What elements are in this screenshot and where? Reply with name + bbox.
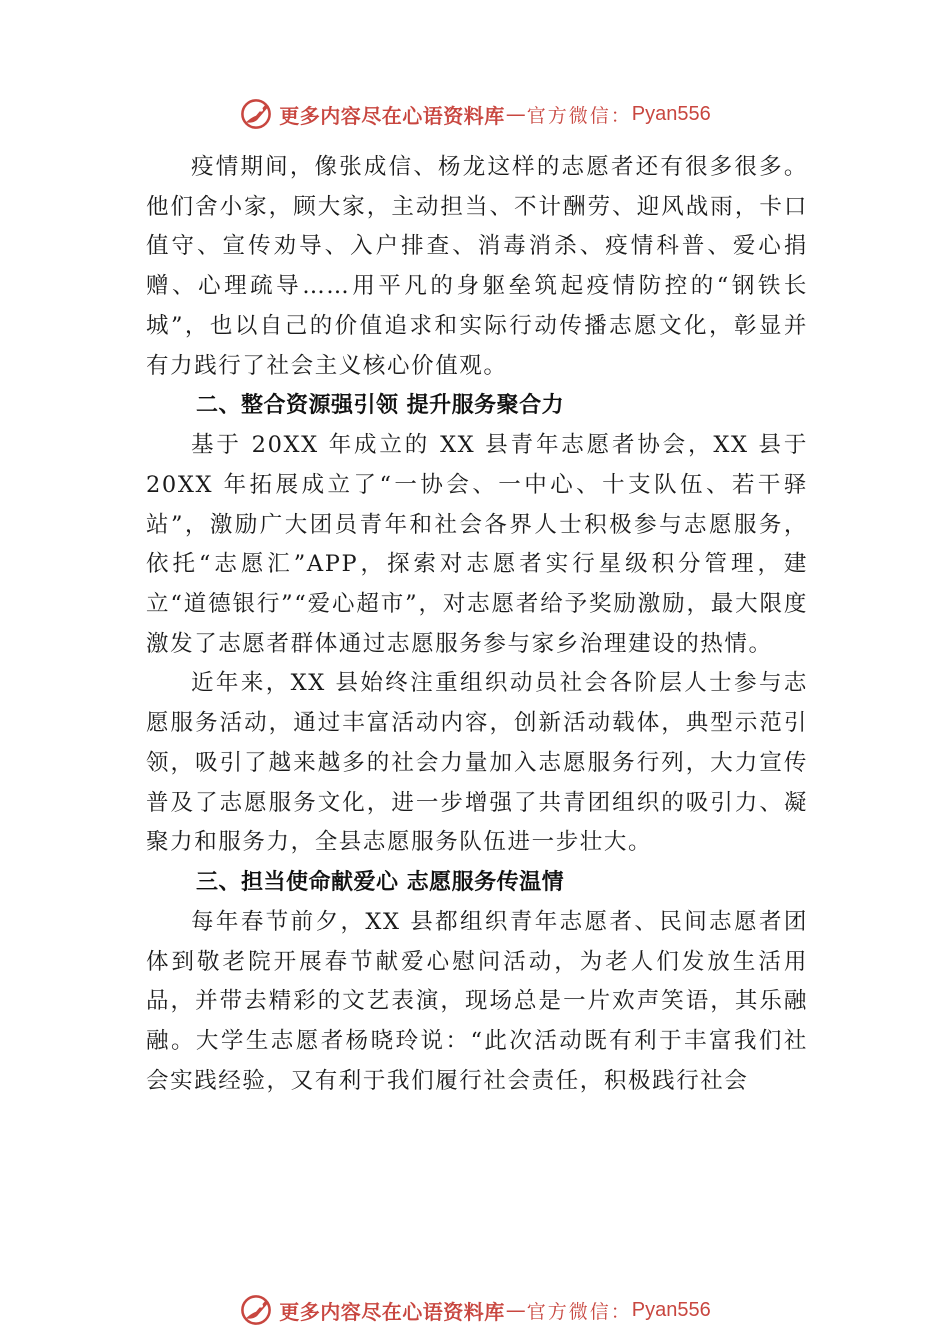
banner-wechat-label: 官方微信： (526, 104, 632, 127)
banner-wechat-id: Pyan556 (631, 1298, 711, 1321)
banner-library-text: 更多内容尽在心语资料库 (279, 103, 505, 128)
brush-pen-logo-icon (239, 97, 273, 131)
header-banner (0, 94, 950, 134)
section-heading-3: 三、担当使命献爱心 志愿服务传温情 (196, 869, 565, 895)
document-body (146, 148, 808, 1101)
banner-wechat-id: Pyan556 (631, 102, 711, 125)
brush-pen-logo-icon (239, 1293, 273, 1327)
banner-library-text: 更多内容尽在心语资料库 (279, 1299, 505, 1324)
banner-dash: — (505, 1298, 526, 1322)
paragraph-mobilization: 近年来，XX 县始终注重组织动员社会各阶层人士参与志愿服务活动，通过丰富活动内容，创新活动载体，典型示范引领，吸引了越来越多的社会力量加入志愿服务行列，大力宣传普及了志愿服务文化，进一步增强了共青团组织的吸引力、凝聚力和服务力，全县志愿服务队伍进一步壮大。 (146, 670, 808, 856)
paragraph-spring-festival: 每年春节前夕，XX 县都组织青年志愿者、民间志愿者团体到敬老院开展春节献爱心慰问活动，为老人们发放生活用品，并带去精彩的文艺表演，现场总是一片欢声笑语，其乐融融。大学生志愿者杨晓玲说：“此次活动既有利于丰富我们社会实践经验，又有利于我们履行社会责任，积极践行社会 (146, 908, 808, 1094)
banner-wechat-label: 官方微信： (526, 1300, 632, 1323)
footer-banner (0, 1290, 950, 1330)
paragraph-association: 基于 20XX 年成立的 XX 县青年志愿者协会，XX 县于 20XX 年拓展成立了“一协会、一中心、十支队伍、若干驿站”，激励广大团员青年和社会各界人士积极参与志愿服务，依托“志愿汇”APP，探索对志愿者实行星级积分管理，建立“道德银行”“爱心超市”，对志愿者给予奖励激励，最大限度激发了志愿者群体通过志愿服务参与家乡治理建设的热情。 (146, 432, 808, 657)
section-heading-2: 二、整合资源强引领 提升服务聚合力 (196, 393, 565, 419)
banner-dash: — (505, 102, 526, 126)
paragraph-volunteers: 疫情期间，像张成信、杨龙这样的志愿者还有很多很多。他们舍小家，顾大家，主动担当、不计酬劳、迎风战雨，卡口值守、宣传劝导、入户排查、消毒消杀、疫情科普、爱心捐赠、心理疏导……用平凡的身躯垒筑起疫情防控的“钢铁长城”，也以自己的价值追求和实际行动传播志愿文化，彰显并有力践行了社会主义核心价值观。 (146, 154, 808, 379)
